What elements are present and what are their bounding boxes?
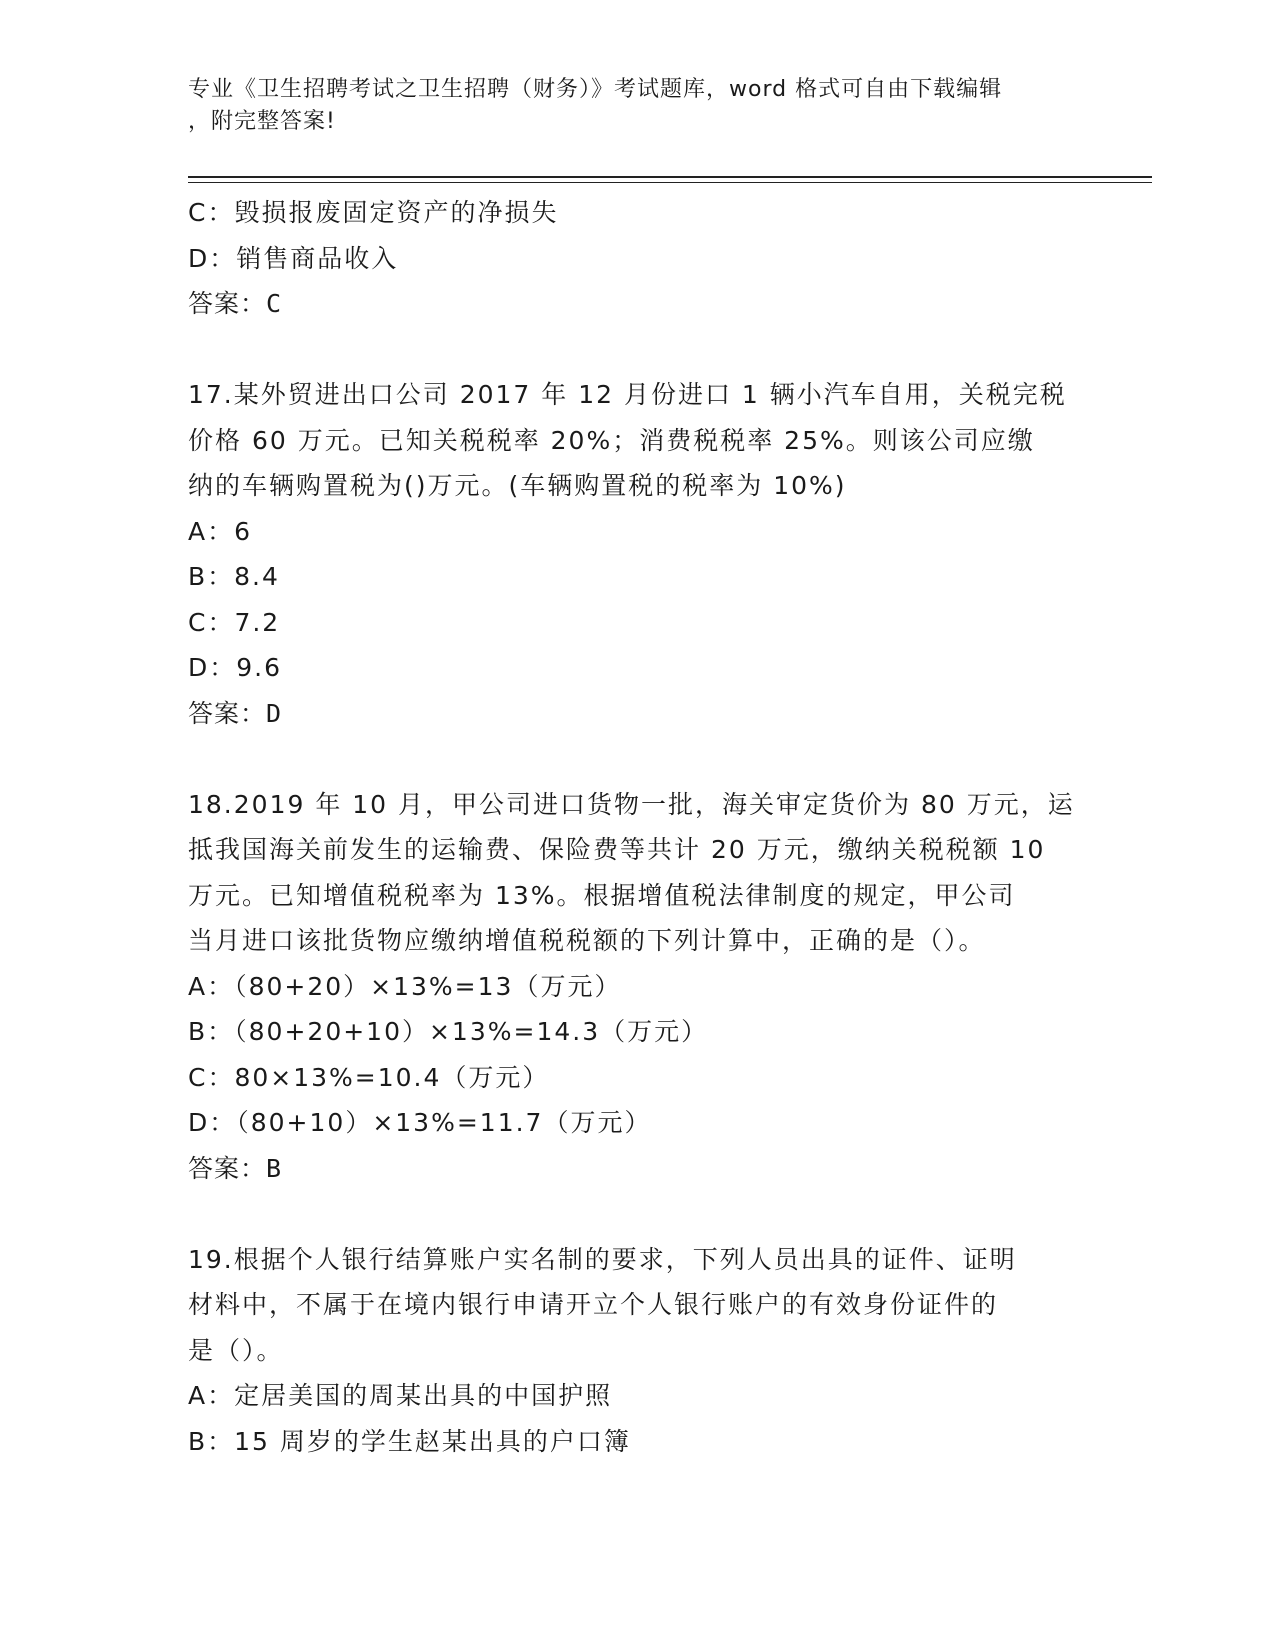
question-text: 19.根据个人银行结算账户实名制的要求，下列人员出具的证件、证明 xyxy=(188,1244,1017,1274)
question-text: 18.2019 年 10 月，甲公司进口货物一批，海关审定货价为 80 万元，运 xyxy=(188,789,1075,819)
question-text: 材料中，不属于在境内银行申请开立个人银行账户的有效身份证件的 xyxy=(188,1290,999,1319)
option-b: B：15 周岁的学生赵某出具的户口簿 xyxy=(188,1426,631,1456)
answer: 答案：B xyxy=(188,1153,283,1183)
header-divider-thin xyxy=(188,182,1152,183)
document-body xyxy=(188,190,1088,1464)
option-b: B：8.4 xyxy=(188,562,280,591)
question-text: 17.某外贸进出口公司 2017 年 12 月份进口 1 辆小汽车自用，关税完税 xyxy=(188,380,1067,409)
option-d: D：（80+10）×13%=11.7（万元） xyxy=(188,1108,652,1137)
question-text: 当月进口该批货物应缴纳增值税税额的下列计算中，正确的是（）。 xyxy=(188,926,986,955)
header-line-2: ，附完整答案! xyxy=(188,109,336,134)
spacer xyxy=(188,1191,1088,1237)
spacer xyxy=(188,327,1088,373)
question-18 xyxy=(188,782,1088,1192)
option-a: A：6 xyxy=(188,516,253,546)
option-b: B：（80+20+10）×13%=14.3（万元） xyxy=(188,1017,709,1046)
header-line-1: 专业《卫生招聘考试之卫生招聘（财务）》考试题库，word 格式可自由下载编辑 xyxy=(188,77,1003,102)
document-header xyxy=(188,74,1088,138)
option-d: D：9.6 xyxy=(188,653,283,682)
option-c: C：80×13%=10.4（万元） xyxy=(188,1062,550,1092)
question-text: 抵我国海关前发生的运输费、保险费等共计 20 万元，缴纳关税税额 10 xyxy=(188,835,1046,864)
option-a: A：定居美国的周某出具的中国护照 xyxy=(188,1381,613,1410)
header-divider-thick xyxy=(188,176,1152,178)
question-19 xyxy=(188,1237,1088,1465)
question-text: 纳的车辆购置税为()万元。(车辆购置税的税率为 10%) xyxy=(188,471,847,500)
option-c: C：毁损报废固定资产的净损失 xyxy=(188,198,559,227)
question-16 xyxy=(188,190,1088,327)
option-a: A：（80+20）×13%=13（万元） xyxy=(188,971,622,1001)
question-text: 价格 60 万元。已知关税税率 20%；消费税税率 25%。则该公司应缴 xyxy=(188,425,1035,455)
answer: 答案：C xyxy=(188,289,283,318)
option-c: C：7.2 xyxy=(188,607,281,637)
question-text: 是（）。 xyxy=(188,1335,284,1365)
answer: 答案：D xyxy=(188,698,283,728)
spacer xyxy=(188,736,1088,782)
option-d: D：销售商品收入 xyxy=(188,243,399,273)
question-17 xyxy=(188,372,1088,736)
question-text: 万元。已知增值税税率为 13%。根据增值税法律制度的规定，甲公司 xyxy=(188,880,1016,910)
